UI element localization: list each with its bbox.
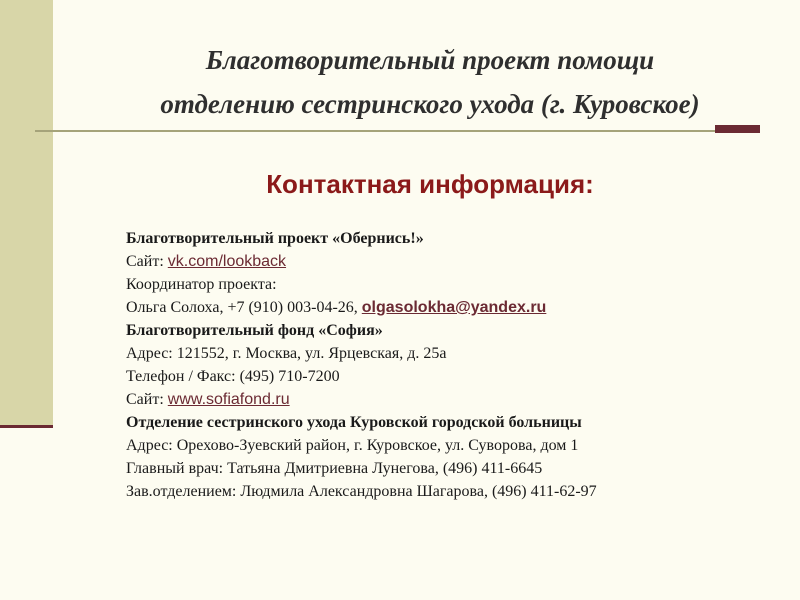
coordinator-email-link[interactable]: olgasolokha@yandex.ru [361,299,547,316]
title-line-1: Благотворительный проект помощи [205,45,655,75]
department-head: Зав.отделением: Людмила Александровна Шагарова, (496) 411-62-97 [126,483,597,500]
fund-address: Адрес: 121552, г. Москва, ул. Ярцевская, д. 25а [126,345,447,362]
coordinator-row [126,296,786,319]
page-title [60,38,800,126]
title-divider [35,130,715,132]
side-accent-rule [0,425,53,428]
title-line-2: отделению сестринского ухода (г. Куровское) [160,89,700,119]
department-name: Отделение сестринского ухода Куровской городской больницы [126,414,582,431]
coordinator-contact: Ольга Солоха, +7 (910) 003-04-26, [126,299,362,316]
section-heading: Контактная информация: [266,169,594,199]
fund-site-row [126,388,786,411]
contact-info-block [126,227,786,503]
fund-site-link[interactable]: www.sofiafond.ru [167,391,290,408]
side-accent-bar [0,0,53,427]
department-address: Адрес: Орехово-Зуевский район, г. Куровское, ул. Суворова, дом 1 [126,437,579,454]
coordinator-label: Координатор проекта: [126,276,277,293]
project-site-link[interactable]: vk.com/lookback [167,253,287,270]
project-site-row [126,250,786,273]
title-divider-accent [715,125,760,133]
fund-name: Благотворительный фонд «София» [126,322,383,339]
project-name: Благотворительный проект «Обернись!» [126,230,424,247]
fund-site-label: Сайт: [126,391,168,408]
chief-doctor: Главный врач: Татьяна Дмитриевна Лунегова, (496) 411-6645 [126,460,543,477]
project-site-label: Сайт: [126,253,168,270]
fund-phone: Телефон / Факс: (495) 710-7200 [126,368,340,385]
